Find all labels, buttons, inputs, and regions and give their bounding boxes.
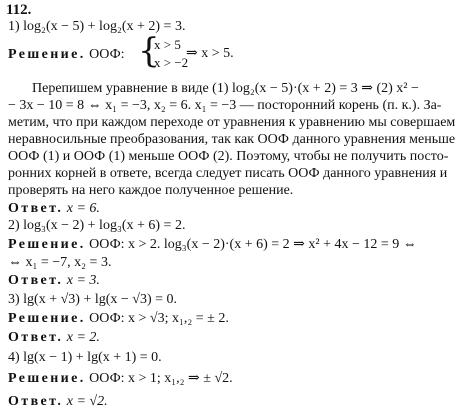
system-result: ⇒ x > 5. [186,46,234,61]
text-line-5: ООФ (1) и ООФ (1) меньше ООФ (2). Поэтому, чтобы не получить посто- [8,149,449,164]
part1-equation-text: log₂(x − 5) + log₂(x + 2) = 3. [23,19,186,34]
part2-equation [8,218,185,234]
part4-label: 4) [8,350,20,365]
solution-label: Решение. [8,311,86,326]
part1-label: 1) [8,19,20,34]
part4-answer [8,394,108,410]
text-line-2: − 3x − 10 = 8 ⇔ x₁ = −3, x₂ = 6. x₁ = −3 — посторонний корень (п. к.). За- [8,98,442,113]
answer-value: x = √2. [66,394,108,409]
part2-label: 2) [8,218,20,233]
part4-solution-text: ООФ: x > 1; x₁,₂ ⇒ ± √2. [89,371,233,386]
solution-label: Решение. [8,371,86,386]
part2-solution-cont: ⇔ x₁ = −7, x₂ = 3. [8,255,112,270]
part4-equation-text: lg(x − 1) + lg(x + 1) = 0. [23,350,162,365]
answer-label: Ответ. [8,273,64,288]
text-line-1: Перепишем уравнение в виде (1) log₂(x − 5)·(x + 2) = 3 ⇒ (2) x² − [32,81,419,96]
part2-solution-text: ООФ: x > 2. log₃(x − 2)·(x + 6) = 2 ⇒ x² + 4x − 12 = 9 ⇔ [89,237,417,252]
text-line-4: неравносильные преобразования, так как ООФ данного уравнения меньше [8,132,456,147]
part3-label: 3) [8,292,20,307]
part4-solution [8,371,233,387]
part2-equation-text: log₃(x − 2) + log₃(x + 6) = 2. [23,218,186,233]
part3-equation [8,292,177,308]
part2-answer [8,273,100,289]
part3-solution-text: ООФ: x > √3; x₁,₂ = ± 2. [89,311,229,326]
part3-answer [8,330,100,346]
answer-value: x = 6. [66,201,100,216]
part4-equation [8,350,162,366]
part3-equation-text: lg(x + √3) + lg(x − √3) = 0. [23,292,178,307]
text-line-6: ронних корней в ответе, всегда следует писать ООФ данного уравнения и [8,166,448,181]
part1-answer [8,201,100,217]
part1-solution-label [8,47,125,63]
answer-label: Ответ. [8,330,64,345]
answer-value: x = 3. [66,273,100,288]
system-brace: { [138,31,160,71]
text-line-3: метим, что при каждом переходе от уравнения к уравнению мы совершаем [8,115,456,130]
system-line-2: x > −2 [154,55,189,70]
system-line-1: x > 5 [154,37,181,52]
solution-label: Решение. [8,47,86,62]
answer-label: Ответ. [8,394,64,409]
answer-value: x = 2. [66,330,100,345]
odz-label: ООФ: [89,47,125,62]
solution-label: Решение. [8,237,86,252]
part3-solution [8,311,229,327]
problem-number: 112. [6,2,32,18]
text-line-7: проверять на него каждое полученное решение. [8,183,294,198]
answer-label: Ответ. [8,201,64,216]
part2-solution [8,237,417,253]
